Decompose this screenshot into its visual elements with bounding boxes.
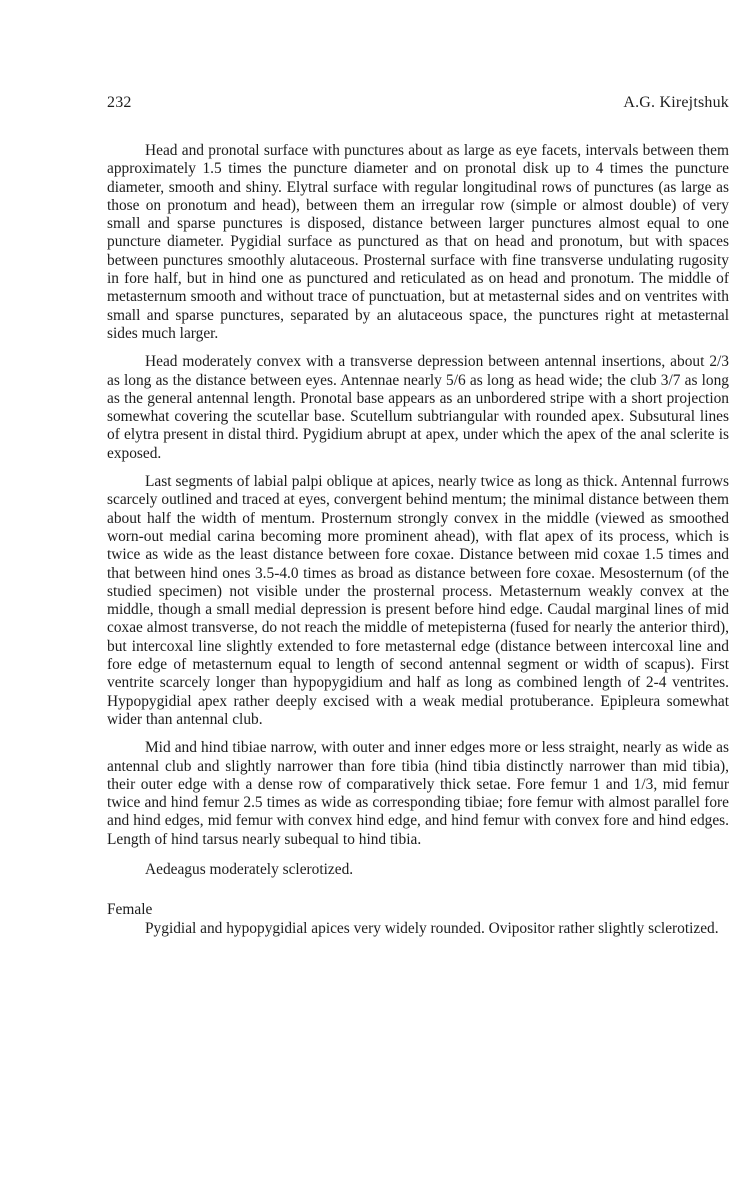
page [107, 93, 729, 938]
paragraph-female: Pygidial and hypopygidial apices very widely rounded. Ovipositor rather slightly sclerotized. [145, 919, 719, 937]
section-heading-female: Female [107, 901, 153, 919]
paragraph-legs: Mid and hind tibiae narrow, with outer and inner edges more or less straight, nearly as wide as antennal club and slightly narrower than fore tibia (hind tibia distinctly narrower than mid tibia), their outer edge with a dense row of comparatively thick setae. Fore femur 1 and 1/3, mid femur twice and hind femur 2.5 times as wide as corresponding tibiae; fore femur with almost parallel fore and hind edges, mid femur with convex hind edge, and hind femur with convex fore and hind edges. Length of hind tarsus nearly subequal to hind tibia. [107, 739, 729, 848]
paragraph-ventral-structures: Last segments of labial palpi oblique at apices, nearly twice as long as thick. Antennal furrows scarcely outlined and traced at eyes, convergent behind mentum; the minimal distance between them about half the width of mentum. Prosternum strongly convex in the middle (viewed as smoothed worn-out medial carina becoming more prominent ahead), with flat apex of its process, which is twice as wide as the least distance between fore coxae. Distance between mid coxae 1.5 times and that between hind ones 3.5-4.0 times as broad as distance between fore coxae. Mesosternum (of the studied specimen) not visible under the prosternal process. Metasternum weakly convex at the middle, though a small medial depression is present before hind edge. Caudal marginal lines of mid coxae almost transverse, do not reach the middle of metepisterna (fused for nearly the anterior third), but intercoxal line slightly extended to fore metasternal edge (distance between intercoxal line and fore edge of metasternum equal to length of second antennal segment or width of scapus). First ventrite scarcely longer than hypopygidium and half as long as combined length of 2-4 ventrites. Hypopygidial apex rather deeply excised with a weak medial protuberance. Epipleura somewhat wider than antennal club. [107, 473, 729, 728]
running-head-author: A.G. Kirejtshuk [623, 94, 729, 111]
paragraph-head-antennae: Head moderately convex with a transverse depression between antennal insertions, about 2/3 as long as the distance between eyes. Antennae nearly 5/6 as long as head wide; the club 3/7 as long as the general antennal length. Pronotal base appears as an unbordered stripe with a short projection somewhat covering the scutellar base. Scutellum subtriangular with rounded apex. Subsutural lines of elytra present in distal third. Pygidium abrupt at apex, under which the apex of the anal sclerite is exposed. [107, 353, 729, 462]
page-number: 232 [107, 94, 132, 111]
paragraph-punctation: Head and pronotal surface with punctures about as large as eye facets, intervals between them approximately 1.5 times the puncture diameter and on pronotal disk up to 4 times the puncture diameter, smooth and shiny. Elytral surface with regular longitudinal rows of punctures (as large as those on pronotum and head), between them an irregular row (simple or almost double) of very small and sparse punctures is disposed, distance between larger punctures almost equal to one puncture diameter. Pygidial surface as punctured as that on head and pronotum, but with spaces between punctures smoothly alutaceous. Prosternal surface with fine transverse undulating rugosity in fore half, but in hind one as punctured and reticulated as on head and pronotum. The middle of metasternum smooth and without trace of punctuation, but at metasternal sides and on ventrites with small and sparse punctures, separated by an alutaceous space, the punctures right at metasternal sides much larger. [107, 142, 729, 342]
paragraph-aedeagus: Aedeagus moderately sclerotized. [145, 860, 354, 878]
running-head [107, 93, 729, 113]
